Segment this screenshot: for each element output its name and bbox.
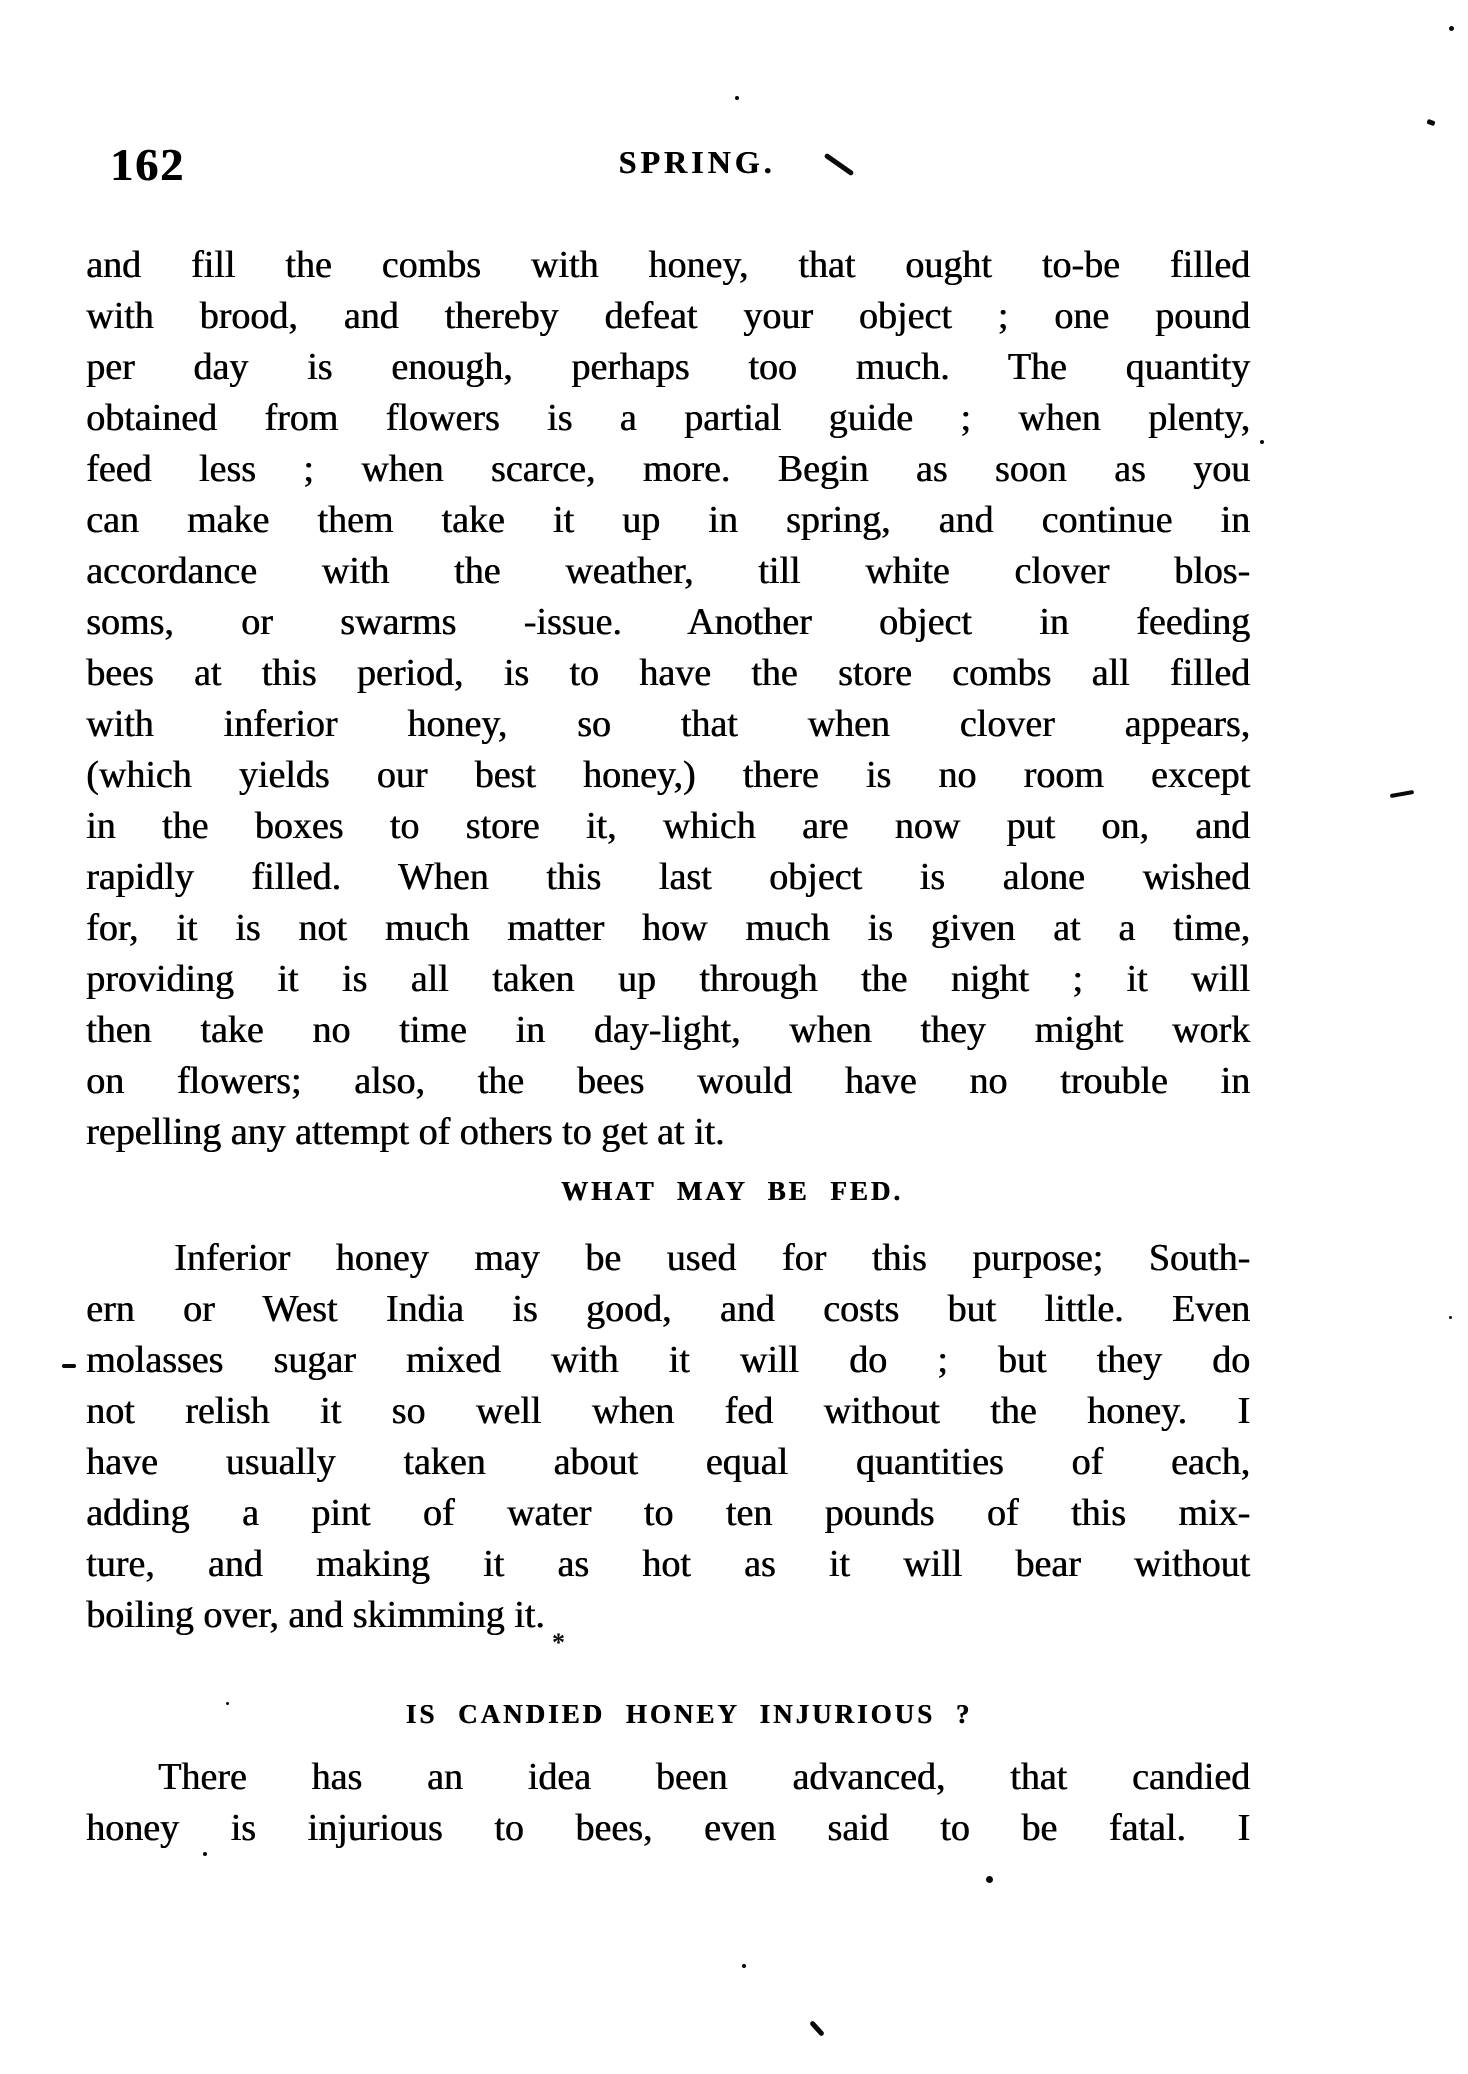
text-line: with inferior honey, so that when clover appears, (86, 703, 1250, 745)
text-line: boiling over, and skimming it. (86, 1594, 545, 1636)
text-line: feed less ; when scarce, more. Begin as soon as you (86, 448, 1250, 490)
text-line: and fill the combs with honey, that ought to-be filled (86, 244, 1250, 286)
ink-speck (735, 96, 739, 100)
text-line: for, it is not much matter how much is given at a time, (86, 907, 1250, 949)
text-line: repelling any attempt of others to get at it. (86, 1111, 725, 1153)
text-line: (which yields our best honey,) there is no room except (86, 754, 1250, 796)
ink-speck (203, 1852, 207, 1856)
text-line: not relish it so well when fed without the honey. I (86, 1390, 1250, 1432)
text-line: rapidly filled. When this last object is alone wished (86, 856, 1250, 898)
paragraph (86, 1233, 1250, 1641)
text-line: in the boxes to store it, which are now put on, and (86, 805, 1250, 847)
text-line: then take no time in day-light, when they might work (86, 1009, 1250, 1051)
margin-asterisk-mark: * (552, 1628, 565, 1657)
running-header (84, 138, 1250, 198)
text-line: There has an idea been advanced, that candied (158, 1756, 1250, 1798)
ink-speck (1426, 119, 1435, 126)
page-number: 162 (110, 139, 185, 190)
section-heading: WHAT MAY BE FED. (560, 1176, 904, 1206)
ink-speck (1449, 1316, 1452, 1319)
text-line: accordance with the weather, till white clover blos- (86, 550, 1250, 592)
ink-speck (1449, 26, 1454, 31)
text-line: Inferior honey may be used for this purpose; South- (174, 1237, 1250, 1279)
text-line: molasses sugar mixed with it will do ; but they do (86, 1339, 1250, 1381)
ink-dash (62, 1364, 76, 1368)
text-line: per day is enough, perhaps too much. The quantity (86, 346, 1250, 388)
ink-speck (1260, 440, 1264, 444)
text-line: obtained from flowers is a partial guide ; when plenty, (86, 397, 1250, 439)
text-line: soms, or swarms -issue. Another object in feeding (86, 601, 1250, 643)
ink-speck (742, 1964, 746, 1968)
text-line: with brood, and thereby defeat your object ; one pound (86, 295, 1250, 337)
text-line: have usually taken about equal quantities of each, (86, 1441, 1250, 1483)
text-line: ern or West India is good, and costs but little. Even (86, 1288, 1250, 1330)
pen-mark (1390, 790, 1414, 798)
ink-speck (986, 1876, 993, 1883)
text-line: can make them take it up in spring, and continue in (86, 499, 1250, 541)
running-title: SPRING. (618, 144, 776, 180)
text-line: bees at this period, is to have the store combs all filled (86, 652, 1250, 694)
text-line: honey is injurious to bees, even said to be fatal. I (86, 1807, 1250, 1849)
ink-speck (226, 1702, 229, 1705)
paragraph (86, 240, 1250, 1158)
pen-mark (809, 2020, 825, 2037)
page-text (86, 240, 1250, 1854)
text-line: ture, and making it as hot as it will bear without (86, 1543, 1250, 1585)
text-line: on flowers; also, the bees would have no trouble in (86, 1060, 1250, 1102)
paragraph (86, 1752, 1250, 1854)
section-heading: IS CANDIED HONEY INJURIOUS ? (405, 1699, 973, 1729)
text-line: adding a pint of water to ten pounds of this mix- (86, 1492, 1250, 1534)
text-line: providing it is all taken up through the night ; it will (86, 958, 1250, 1000)
